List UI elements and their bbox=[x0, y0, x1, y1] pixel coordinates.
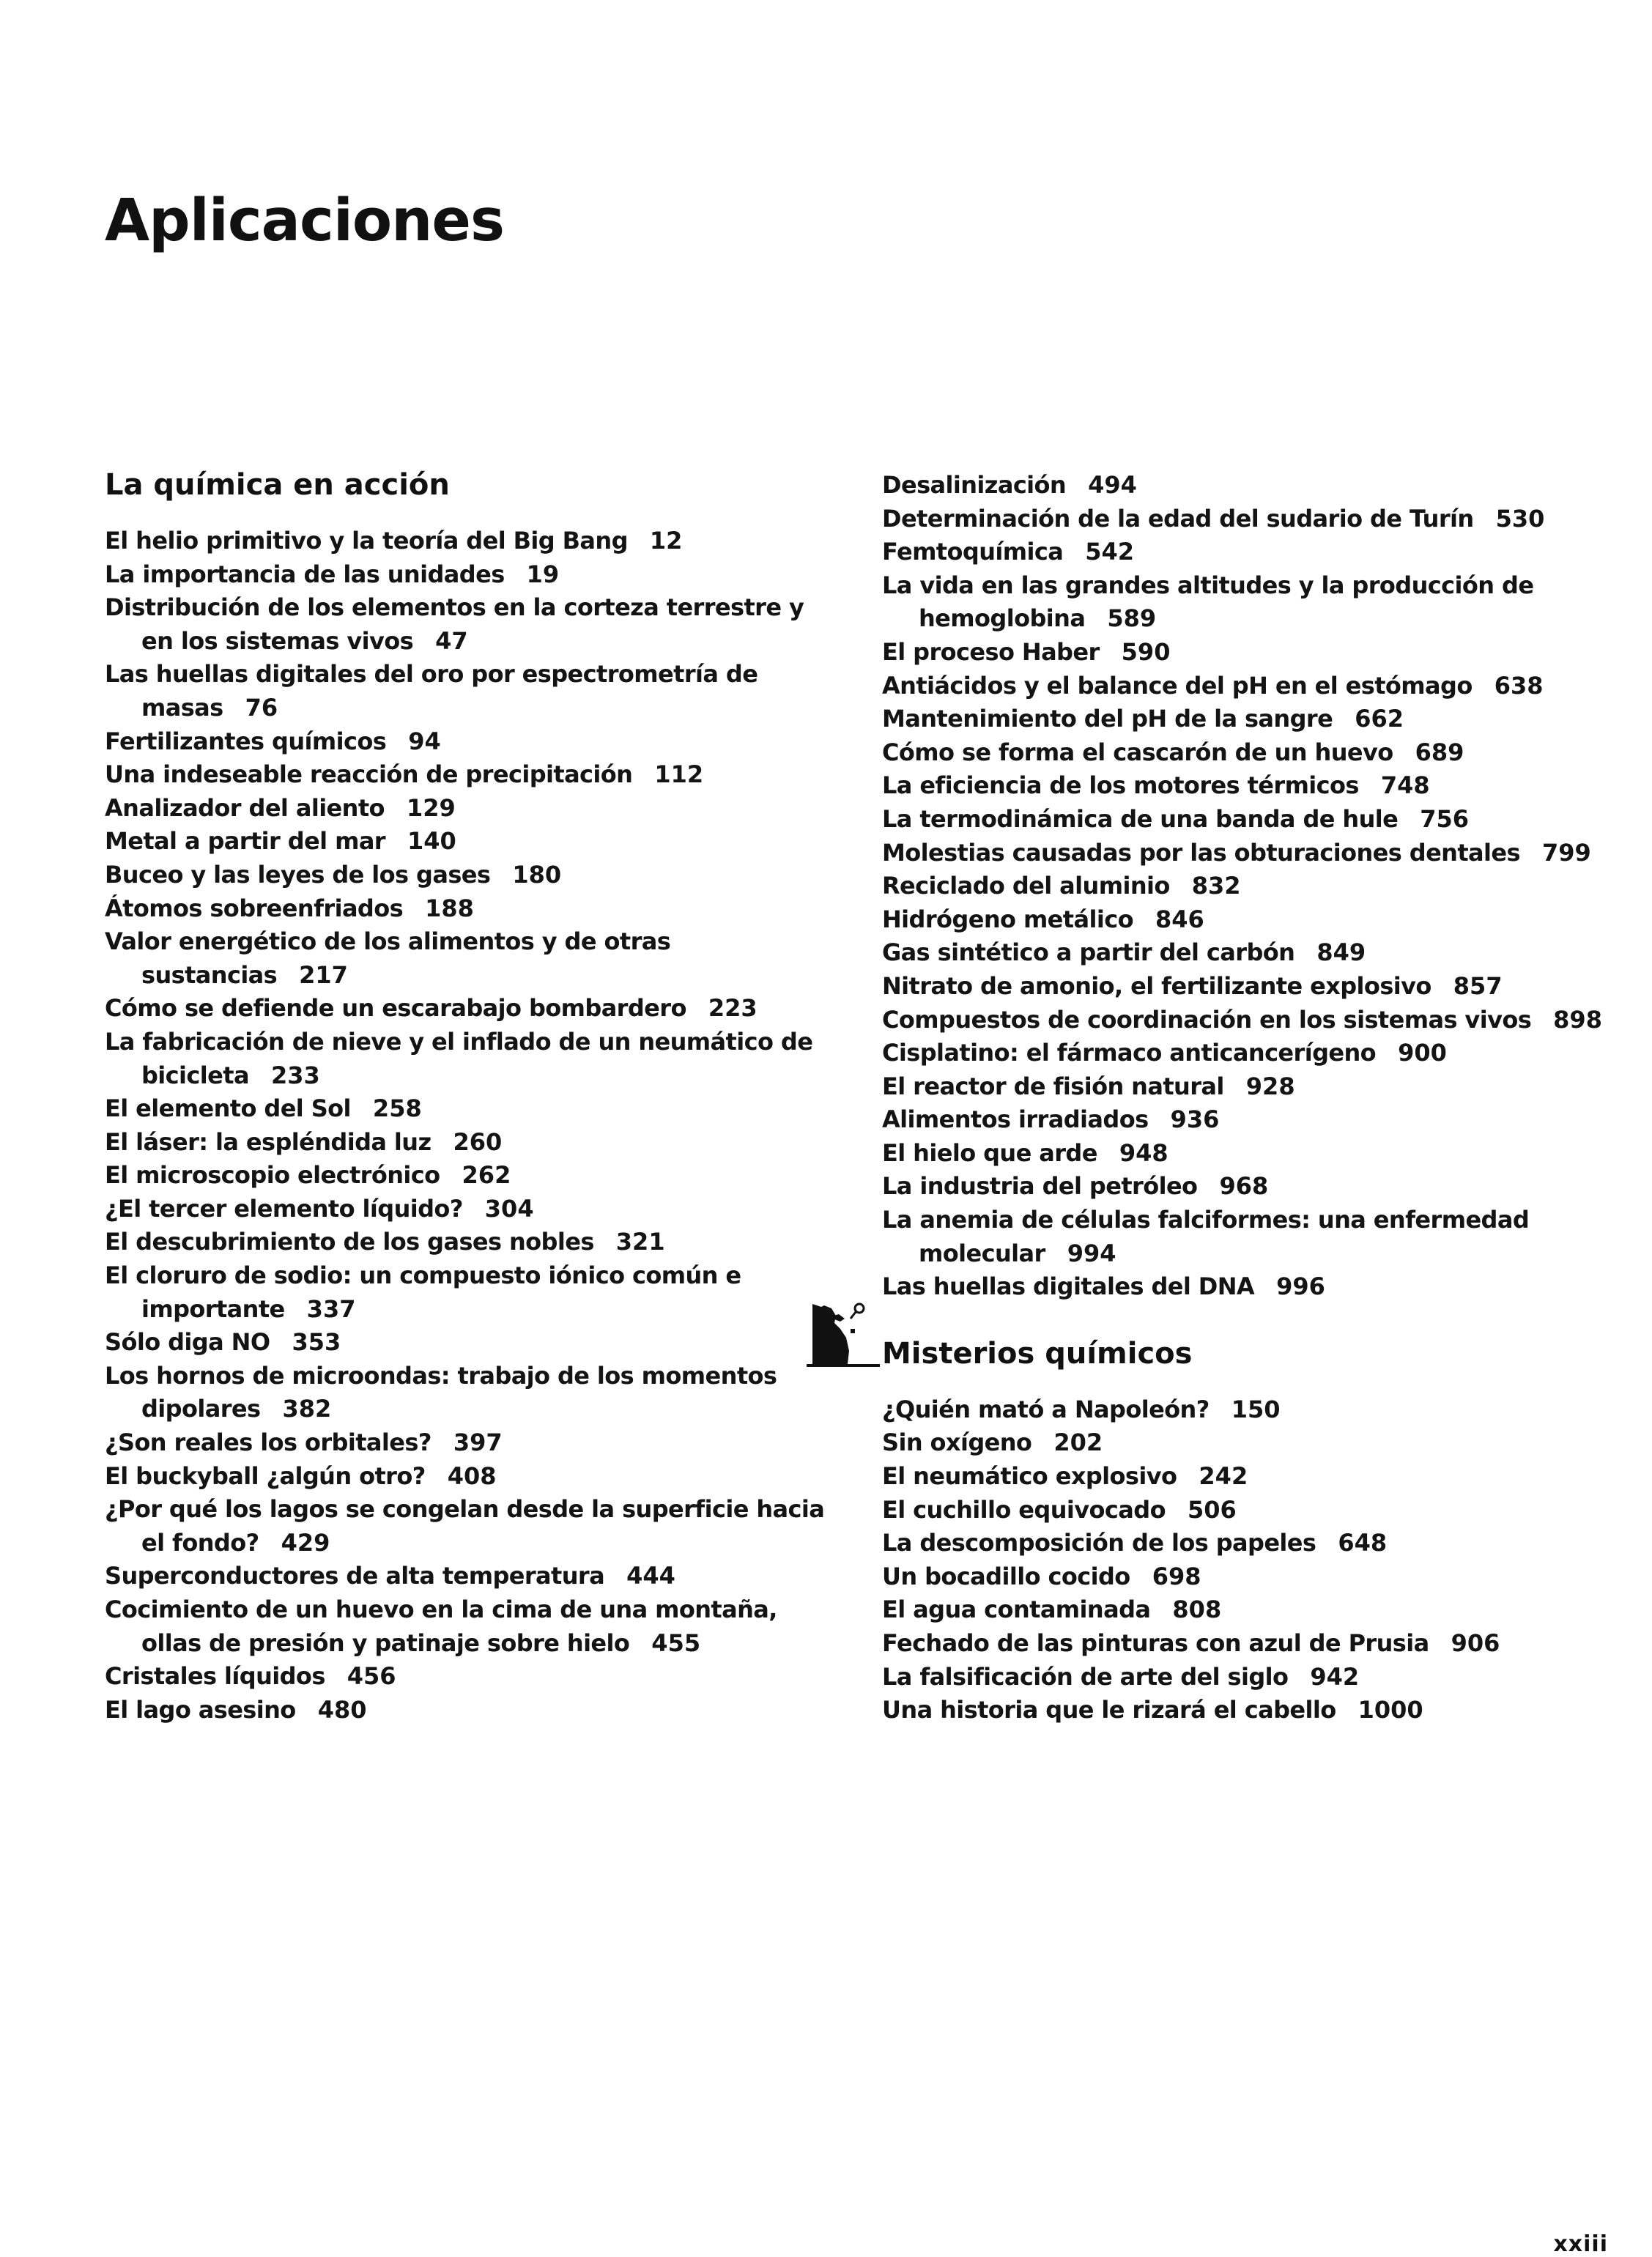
entry-title: El microscopio electrónico bbox=[105, 1161, 440, 1190]
misterios-section bbox=[882, 1336, 1629, 1727]
entry-page-number: 494 bbox=[1088, 471, 1137, 499]
list-item bbox=[882, 736, 1629, 770]
entry-page-number: 353 bbox=[292, 1328, 341, 1357]
entry-title: Superconductores de alta temperatura bbox=[105, 1562, 605, 1590]
list-item bbox=[882, 1170, 1629, 1204]
list-item bbox=[882, 870, 1629, 903]
entry-page-number: 258 bbox=[372, 1094, 422, 1123]
list-item bbox=[105, 758, 837, 792]
entry-page-number: 846 bbox=[1155, 905, 1204, 933]
entry-title: Nitrato de amonio, el fertilizante explosivo bbox=[882, 971, 1431, 1000]
entry-title: Cocimiento de un huevo en la cima de una montaña, ollas de presión y patinaje sobre hielo bbox=[105, 1596, 777, 1657]
list-item bbox=[105, 1360, 837, 1426]
entry-title: Sólo diga NO bbox=[105, 1328, 270, 1357]
list-item bbox=[882, 1527, 1629, 1560]
list-item bbox=[105, 1159, 837, 1193]
entry-page-number: 849 bbox=[1316, 938, 1366, 967]
list-item bbox=[882, 1627, 1629, 1661]
list-item bbox=[882, 1460, 1629, 1494]
list-item bbox=[105, 859, 837, 892]
list-item bbox=[105, 792, 837, 826]
entry-page-number: 832 bbox=[1191, 872, 1241, 900]
list-item bbox=[105, 825, 837, 859]
entry-page-number: 242 bbox=[1199, 1462, 1248, 1491]
entry-title: El neumático explosivo bbox=[882, 1462, 1177, 1491]
entry-title: Analizador del aliento bbox=[105, 793, 385, 822]
entry-page-number: 480 bbox=[317, 1695, 367, 1724]
entry-page-number: 150 bbox=[1231, 1395, 1281, 1423]
entry-title: La fabricación de nieve y el inflado de un neumático de bicicleta bbox=[105, 1027, 813, 1089]
list-item bbox=[105, 1493, 837, 1560]
entry-title: Reciclado del aluminio bbox=[882, 872, 1170, 900]
entry-title: Cómo se defiende un escarabajo bombardero bbox=[105, 994, 686, 1023]
section-heading-misterios-quimicos: Misterios químicos bbox=[882, 1336, 1193, 1371]
entry-title: ¿Quién mató a Napoleón? bbox=[882, 1395, 1210, 1423]
entry-page-number: 589 bbox=[1107, 604, 1157, 633]
entry-title: Hidrógeno metálico bbox=[882, 905, 1133, 933]
entry-title: Fechado de las pinturas con azul de Prusia bbox=[882, 1629, 1429, 1657]
list-item bbox=[882, 703, 1629, 736]
entry-page-number: 47 bbox=[435, 626, 468, 655]
list-item bbox=[882, 1593, 1629, 1627]
list-item bbox=[882, 1270, 1629, 1304]
entry-page-number: 19 bbox=[526, 560, 560, 588]
entry-title: Distribución de los elementos en la corteza terrestre y en los sistemas vivos bbox=[105, 593, 804, 655]
entry-page-number: 129 bbox=[406, 793, 456, 822]
entry-page-number: 689 bbox=[1415, 738, 1464, 766]
entry-title: Antiácidos y el balance del pH en el estómago bbox=[882, 671, 1473, 700]
entry-list-misterios-quimicos bbox=[882, 1393, 1629, 1727]
list-item bbox=[105, 558, 837, 592]
entry-page-number: 756 bbox=[1420, 804, 1470, 833]
entry-title: El buckyball ¿algún otro? bbox=[105, 1461, 426, 1490]
entry-title: Una historia que le rizará el cabello bbox=[882, 1696, 1336, 1724]
entry-title: El agua contaminada bbox=[882, 1596, 1151, 1624]
entry-page-number: 408 bbox=[447, 1461, 497, 1490]
entry-page-number: 996 bbox=[1276, 1272, 1325, 1301]
entry-title: Determinación de la edad del sudario de Turín bbox=[882, 504, 1474, 533]
entry-title: Metal a partir del mar bbox=[105, 827, 385, 856]
list-item bbox=[105, 1193, 837, 1226]
entry-page-number: 906 bbox=[1451, 1629, 1500, 1657]
entry-title: La industria del petróleo bbox=[882, 1172, 1198, 1201]
entry-title: Fertilizantes químicos bbox=[105, 727, 387, 755]
list-item bbox=[882, 1661, 1629, 1694]
entry-page-number: 898 bbox=[1553, 1005, 1602, 1034]
entry-list-quimica-en-accion bbox=[105, 525, 837, 1727]
entry-page-number: 936 bbox=[1170, 1105, 1220, 1134]
entry-page-number: 590 bbox=[1121, 637, 1171, 666]
list-item bbox=[882, 903, 1629, 937]
entry-page-number: 260 bbox=[453, 1127, 503, 1156]
entry-page-number: 799 bbox=[1541, 838, 1591, 867]
entry-page-number: 698 bbox=[1152, 1562, 1201, 1590]
entry-title: El cloruro de sodio: un compuesto iónico común e importante bbox=[105, 1261, 741, 1323]
list-item bbox=[882, 970, 1629, 1004]
entry-title: Una indeseable reacción de precipitación bbox=[105, 760, 633, 789]
entry-page-number: 94 bbox=[408, 727, 441, 755]
entry-page-number: 994 bbox=[1067, 1239, 1116, 1267]
list-item bbox=[882, 1393, 1629, 1427]
right-column bbox=[882, 469, 1629, 1727]
list-item bbox=[882, 1494, 1629, 1527]
entry-title: El descubrimiento de los gases nobles bbox=[105, 1228, 594, 1256]
entry-title: Cristales líquidos bbox=[105, 1662, 325, 1691]
entry-title: Valor energético de los alimentos y de otras sustancias bbox=[105, 927, 671, 989]
entry-title: Alimentos irradiados bbox=[882, 1105, 1149, 1134]
list-item bbox=[105, 1593, 837, 1660]
list-item bbox=[105, 1660, 837, 1694]
list-item bbox=[882, 936, 1629, 970]
entry-page-number: 542 bbox=[1085, 538, 1135, 566]
page-title: Aplicaciones bbox=[105, 187, 505, 254]
entry-page-number: 530 bbox=[1495, 504, 1545, 533]
entry-page-number: 808 bbox=[1172, 1596, 1222, 1624]
entry-page-number: 942 bbox=[1310, 1662, 1360, 1691]
entry-page-number: 857 bbox=[1453, 971, 1503, 1000]
entry-page-number: 233 bbox=[270, 1061, 320, 1089]
list-item bbox=[882, 1070, 1629, 1104]
list-item bbox=[882, 569, 1629, 636]
entry-title: Desalinización bbox=[882, 471, 1067, 499]
entry-title: El cuchillo equivocado bbox=[882, 1495, 1166, 1524]
list-item bbox=[882, 503, 1629, 536]
list-item bbox=[882, 769, 1629, 803]
entry-page-number: 223 bbox=[708, 994, 758, 1023]
entry-page-number: 397 bbox=[453, 1428, 503, 1457]
list-item bbox=[882, 670, 1629, 703]
entry-title: El reactor de fisión natural bbox=[882, 1072, 1224, 1100]
entry-title: Átomos sobreenfriados bbox=[105, 894, 404, 922]
entry-title: Cisplatino: el fármaco anticancerígeno bbox=[882, 1039, 1377, 1067]
list-item bbox=[105, 1259, 837, 1326]
entry-page-number: 382 bbox=[282, 1395, 332, 1423]
entry-title: La descomposición de los papeles bbox=[882, 1529, 1316, 1557]
list-item bbox=[882, 837, 1629, 870]
entry-page-number: 202 bbox=[1053, 1428, 1103, 1457]
entry-page-number: 188 bbox=[425, 894, 474, 922]
entry-title: Un bocadillo cocido bbox=[882, 1562, 1130, 1590]
page-number: xxiii bbox=[1553, 2231, 1608, 2257]
entry-title: La vida en las grandes altitudes y la producción de hemoglobina bbox=[882, 571, 1534, 633]
entry-title: La termodinámica de una banda de hule bbox=[882, 804, 1399, 833]
list-item bbox=[105, 591, 837, 658]
entry-page-number: 948 bbox=[1119, 1138, 1168, 1167]
entry-title: Sin oxígeno bbox=[882, 1428, 1032, 1457]
entry-page-number: 900 bbox=[1398, 1039, 1447, 1067]
entry-page-number: 12 bbox=[649, 527, 683, 555]
list-item bbox=[105, 725, 837, 759]
list-item bbox=[105, 658, 837, 724]
list-item bbox=[105, 1560, 837, 1593]
entry-page-number: 180 bbox=[512, 860, 562, 889]
entry-page-number: 217 bbox=[299, 960, 348, 989]
entry-title: La falsificación de arte del siglo bbox=[882, 1662, 1289, 1691]
list-item bbox=[882, 1004, 1629, 1037]
entry-page-number: 456 bbox=[347, 1662, 396, 1691]
list-item bbox=[882, 1694, 1629, 1727]
entry-title: El proceso Haber bbox=[882, 637, 1100, 666]
left-column bbox=[105, 470, 837, 1727]
entry-page-number: 140 bbox=[407, 827, 456, 856]
list-item bbox=[105, 1426, 837, 1460]
entry-title: El lago asesino bbox=[105, 1695, 296, 1724]
entry-title: Cómo se forma el cascarón de un huevo bbox=[882, 738, 1393, 766]
list-item bbox=[105, 1326, 837, 1360]
entry-title: ¿El tercer elemento líquido? bbox=[105, 1194, 463, 1223]
list-item bbox=[882, 1137, 1629, 1171]
entry-page-number: 304 bbox=[484, 1194, 534, 1223]
entry-page-number: 748 bbox=[1380, 771, 1430, 800]
list-item bbox=[882, 535, 1629, 569]
entry-title: Femtoquímica bbox=[882, 538, 1064, 566]
entry-title: Los hornos de microondas: trabajo de los momentos dipolares bbox=[105, 1361, 777, 1423]
list-item bbox=[105, 1460, 837, 1494]
detective-icon bbox=[807, 1300, 880, 1370]
entry-title: El láser: la espléndida luz bbox=[105, 1127, 431, 1156]
list-item bbox=[105, 892, 837, 926]
list-item bbox=[105, 1226, 837, 1259]
list-item bbox=[882, 469, 1629, 503]
entry-page-number: 968 bbox=[1219, 1172, 1269, 1201]
list-item bbox=[105, 1026, 837, 1092]
entry-page-number: 444 bbox=[626, 1562, 675, 1590]
entry-title: Las huellas digitales del DNA bbox=[882, 1272, 1255, 1301]
section-heading-quimica-en-accion: La química en acción bbox=[105, 468, 450, 502]
list-item bbox=[105, 992, 837, 1026]
entry-title: El elemento del Sol bbox=[105, 1094, 351, 1123]
list-item bbox=[105, 1694, 837, 1727]
list-item bbox=[882, 1103, 1629, 1137]
entry-title: La anemia de células falciformes: una enfermedad molecular bbox=[882, 1206, 1530, 1267]
entry-title: La eficiencia de los motores térmicos bbox=[882, 771, 1359, 800]
list-item bbox=[882, 636, 1629, 670]
entry-title: El hielo que arde bbox=[882, 1138, 1097, 1167]
entry-page-number: 1000 bbox=[1357, 1696, 1423, 1724]
entry-page-number: 262 bbox=[462, 1161, 511, 1190]
list-item bbox=[882, 803, 1629, 837]
list-item bbox=[105, 525, 837, 558]
entry-page-number: 506 bbox=[1187, 1495, 1237, 1524]
entry-title: Las huellas digitales del oro por espectrometría de masas bbox=[105, 660, 758, 722]
list-item bbox=[105, 1126, 837, 1160]
list-item bbox=[882, 1037, 1629, 1070]
list-item bbox=[105, 925, 837, 992]
entry-page-number: 112 bbox=[654, 760, 704, 789]
entry-page-number: 337 bbox=[306, 1294, 356, 1323]
entry-page-number: 638 bbox=[1494, 671, 1544, 700]
entry-page-number: 76 bbox=[245, 693, 278, 722]
entry-page-number: 662 bbox=[1355, 705, 1404, 733]
entry-page-number: 429 bbox=[281, 1528, 330, 1557]
entry-title: Compuestos de coordinación en los sistemas vivos bbox=[882, 1005, 1532, 1034]
entry-title: ¿Por qué los lagos se congelan desde la superficie hacia el fondo? bbox=[105, 1495, 825, 1557]
list-item bbox=[882, 1426, 1629, 1460]
list-item bbox=[105, 1092, 837, 1126]
entry-page-number: 928 bbox=[1245, 1072, 1295, 1100]
entry-page-number: 648 bbox=[1338, 1529, 1388, 1557]
list-item bbox=[882, 1560, 1629, 1594]
entry-title: Gas sintético a partir del carbón bbox=[882, 938, 1295, 967]
entry-list-quimica-en-accion-continued bbox=[882, 469, 1629, 1304]
entry-title: Molestias causadas por las obturaciones dentales bbox=[882, 838, 1520, 867]
list-item bbox=[882, 1204, 1629, 1270]
entry-title: ¿Son reales los orbitales? bbox=[105, 1428, 431, 1457]
entry-title: La importancia de las unidades bbox=[105, 560, 505, 588]
entry-page-number: 455 bbox=[651, 1628, 701, 1657]
entry-title: Buceo y las leyes de los gases bbox=[105, 860, 491, 889]
entry-page-number: 321 bbox=[615, 1228, 665, 1256]
entry-title: Mantenimiento del pH de la sangre bbox=[882, 705, 1333, 733]
entry-title: El helio primitivo y la teoría del Big Bang bbox=[105, 527, 628, 555]
